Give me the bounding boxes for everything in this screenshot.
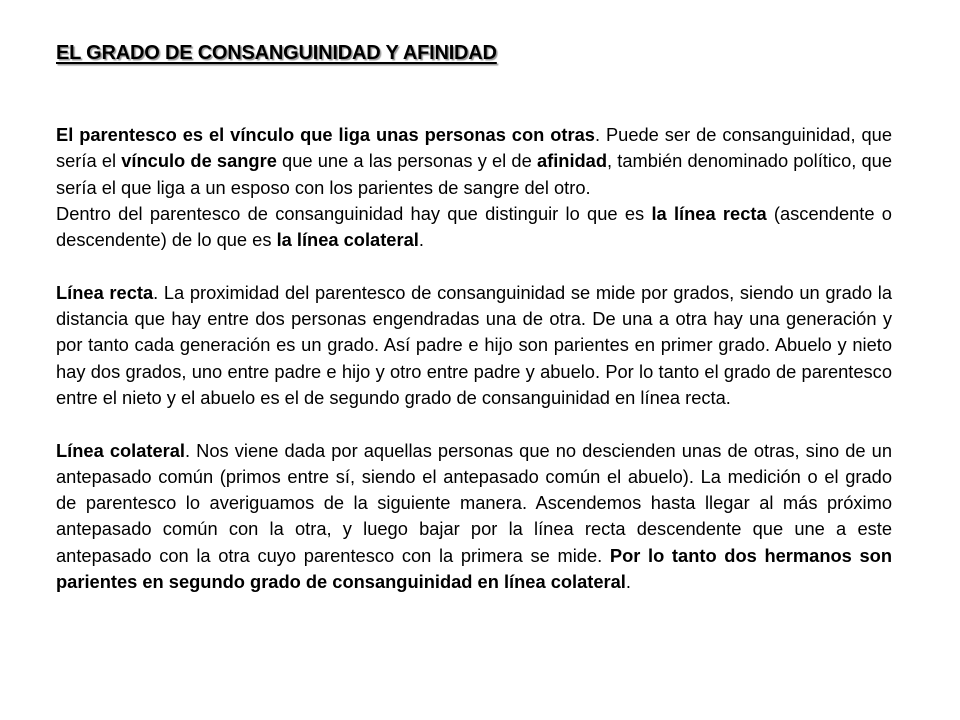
body-text: . Nos viene dada por aquellas personas que no descienden unas de otras, sino de un antepasado común (primos entre sí, siendo el antepasado común el abuelo). La medición o el grado de parentesco lo averiguamos de la siguiente manera. Ascendemos hasta llegar al más próximo antepasado común con la otra, y luego bajar por la línea recta descendente que une a este antepasado con la otra cuyo parentesco con la primera se mide. [56, 439, 892, 566]
emphasis-text: El parentesco es el vínculo que liga unas personas con otras [56, 124, 595, 145]
body-text: . Puede ser de consanguinidad, que sería el [56, 124, 892, 172]
paragraph-spacer [56, 253, 892, 279]
emphasis-text: la línea recta [651, 202, 767, 224]
document-body [56, 122, 892, 595]
page-title: EL GRADO DE CONSANGUINIDAD Y AFINIDAD [56, 42, 497, 64]
emphasis-text: Línea colateral [56, 439, 186, 461]
paragraph-definition [56, 122, 892, 201]
emphasis-text: la línea colateral [276, 229, 419, 251]
emphasis-text: Por lo tanto dos hermanos son parientes en segundo grado de consanguinidad en línea colateral [56, 544, 892, 593]
body-text: . [418, 229, 424, 251]
body-text: . La proximidad del parentesco de consanguinidad se mide por grados, siendo un grado la distancia que hay entre dos personas engendradas una de otra. De una a otra hay una generación y por tanto cada generación es un grado. Así padre e hijo son parientes en primer grado. Abuelo y nieto hay dos grados, uno entre padre e hijo y otro entre padre y abuelo. Por lo tanto el grado de parentesco entre el nieto y el abuelo es el de segundo grado de consanguinidad en línea recta. [56, 281, 893, 408]
emphasis-text: Línea recta [56, 281, 154, 303]
paragraph-spacer [56, 411, 892, 437]
paragraph-linea-colateral [56, 438, 892, 596]
body-text: , también denominado político, que sería el que liga a un esposo con los parientes de sangre del otro. [56, 150, 892, 198]
emphasis-text: afinidad [536, 150, 608, 172]
body-text: Dentro del parentesco de consanguinidad hay que distinguir lo que es [56, 202, 652, 224]
paragraph-linea-recta [56, 280, 892, 411]
body-text: (ascendente o descendente) de lo que es [56, 202, 892, 251]
paragraph-lines [56, 201, 892, 254]
body-text: que une a las personas y el de [276, 150, 537, 172]
body-text: . [625, 571, 631, 593]
emphasis-text: vínculo de sangre [121, 150, 277, 172]
